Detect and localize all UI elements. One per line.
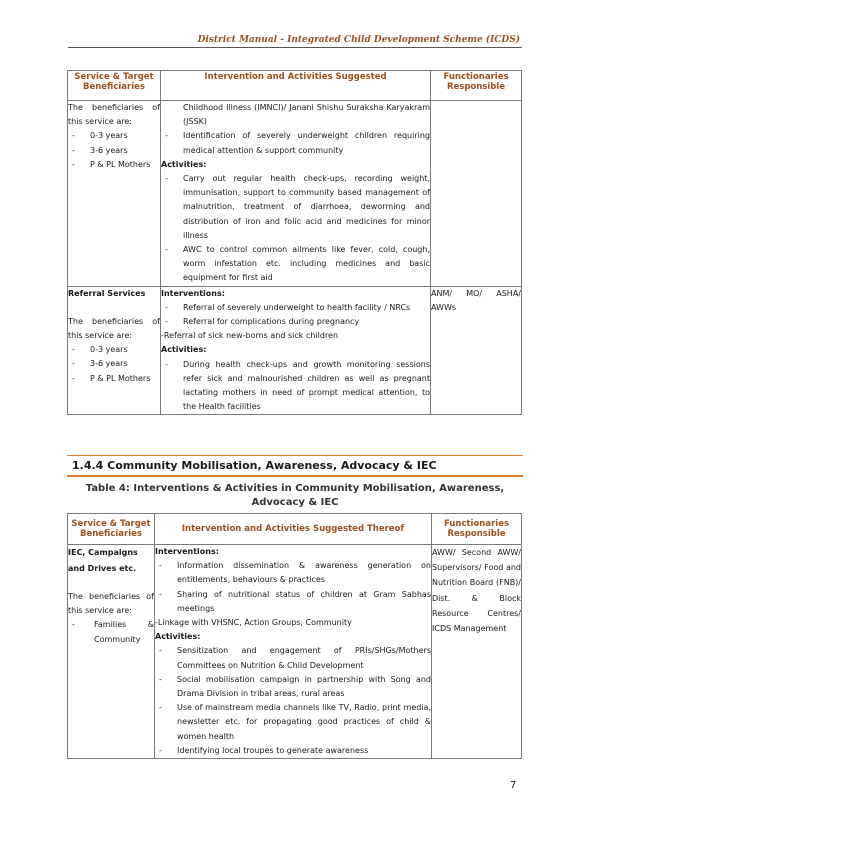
table-row bbox=[68, 545, 522, 759]
interventions-label: Interventions: bbox=[155, 547, 219, 556]
linkage-line: -Linkage with VHSNC, Action Groups, Community bbox=[155, 618, 352, 628]
functionaries-cell: ANM/ MO/ ASHA/ AWWs bbox=[431, 286, 522, 415]
beneficiaries-intro: The beneficiaries of this service are: bbox=[68, 592, 154, 616]
beneficiaries-intro: The beneficiaries of this service are: bbox=[68, 103, 160, 127]
activities-label: Activities: bbox=[161, 345, 207, 355]
list-item: - AWC to control common ailments like fever, cold, cough, worm infestation etc. including medicines and basic equipment for first aid bbox=[165, 245, 430, 283]
list-item: - P & PL Mothers bbox=[72, 373, 151, 383]
section-heading-block bbox=[67, 455, 523, 477]
service-title: IEC, Campaigns and Drives etc. bbox=[68, 548, 138, 573]
table-header-row bbox=[68, 514, 522, 545]
functionaries-cell: AWW/ Second AWW/ Supervisors/ Food and Nutrition Board (FNB)/ Dist. & Block Resource Centres/ ICDS Management bbox=[432, 545, 522, 759]
table-caption: Table 4: Interventions & Activities in Community Mobilisation, Awareness, Advocacy & IEC bbox=[85, 483, 505, 508]
col-header-functionaries: Functionaries Responsible bbox=[432, 514, 522, 545]
table-header-row bbox=[68, 71, 522, 101]
list-item: - P & PL Mothers bbox=[72, 159, 151, 169]
table-2 bbox=[67, 513, 522, 759]
intervention-cell bbox=[155, 545, 432, 759]
service-cell bbox=[68, 101, 161, 287]
table-1 bbox=[67, 70, 522, 415]
col-header-service: Service & Target Beneficiaries bbox=[68, 71, 161, 101]
list-item: - Sharing of nutritional status of children at Gram Sabhas meetings bbox=[159, 589, 431, 613]
col-header-intervention: Intervention and Activities Suggested Thereof bbox=[155, 514, 432, 545]
interventions-label: Interventions: bbox=[161, 288, 225, 298]
activities-label: Activities: bbox=[155, 632, 201, 642]
list-item: - 3-6 years bbox=[72, 145, 128, 155]
beneficiaries-intro: The beneficiaries of this service are: bbox=[68, 316, 160, 341]
list-item: - 3-6 years bbox=[72, 359, 128, 369]
list-item: - Sensitization and engagement of PRIs/SHGs/Mothers Committees on Nutrition & Child Development bbox=[159, 646, 431, 670]
section-rule-bottom bbox=[67, 475, 523, 477]
list-item: - Carry out regular health check-ups, recording weight, immunisation, support to community based management of malnutrition, treatment of diarrhoea, deworming and distribution of iron and folic acid and medicines for minor illness bbox=[165, 174, 430, 240]
list-item: - 0-3 years bbox=[72, 345, 128, 355]
page-number: 7 bbox=[510, 780, 517, 791]
list-item: - During health check-ups and growth monitoring sessions refer sick and malnourished children as well as pregnant lactating mothers in need of prompt medical attention, to the Health facilities bbox=[165, 359, 430, 412]
service-cell bbox=[68, 286, 161, 415]
page-header-title: District Manual - Integrated Child Development Scheme (ICDS) bbox=[197, 35, 520, 45]
intervention-cell bbox=[161, 286, 431, 415]
list-item: - Information dissemination & awareness generation on entitlements, behaviours & practices bbox=[159, 561, 431, 585]
list-item: - Families & Community bbox=[72, 620, 154, 644]
table-row bbox=[68, 286, 522, 415]
service-title: Referral Services bbox=[68, 288, 146, 298]
list-item: - Identification of severely underweight children requiring medical attention & support community bbox=[165, 131, 430, 155]
continued-text: Childhood Illness (IMNCI)/ Janani Shishu Suraksha Karyakram (JSSK) bbox=[183, 103, 430, 127]
table-row bbox=[68, 101, 522, 287]
list-item: - Identifying local troupes to generate awareness bbox=[159, 745, 369, 755]
activities-label: Activities: bbox=[161, 159, 207, 169]
list-item: - Use of mainstream media channels like TV, Radio, print media, newsletter etc. for propagating good practices of child & women health bbox=[159, 703, 431, 741]
referral-line: -Referral of sick new-borns and sick children bbox=[161, 331, 339, 341]
col-header-functionaries: Functionaries Responsible bbox=[431, 71, 522, 101]
functionaries-cell bbox=[431, 101, 522, 287]
section-heading: 1.4.4 Community Mobilisation, Awareness, Advocacy & IEC bbox=[72, 459, 437, 472]
intervention-cell bbox=[161, 101, 431, 287]
header-rule bbox=[68, 47, 522, 48]
list-item: - Referral of severely underweight to health facility / NRCs bbox=[165, 302, 411, 312]
list-item: - Referral for complications during pregnancy bbox=[165, 317, 360, 327]
service-cell bbox=[68, 545, 155, 759]
col-header-intervention: Intervention and Activities Suggested bbox=[161, 71, 431, 101]
list-item: - 0-3 years bbox=[72, 131, 128, 141]
list-item: - Social mobilisation campaign in partnership with Song and Drama Division in tribal areas, rural areas bbox=[159, 674, 431, 699]
col-header-service: Service & Target Beneficiaries bbox=[68, 514, 155, 545]
